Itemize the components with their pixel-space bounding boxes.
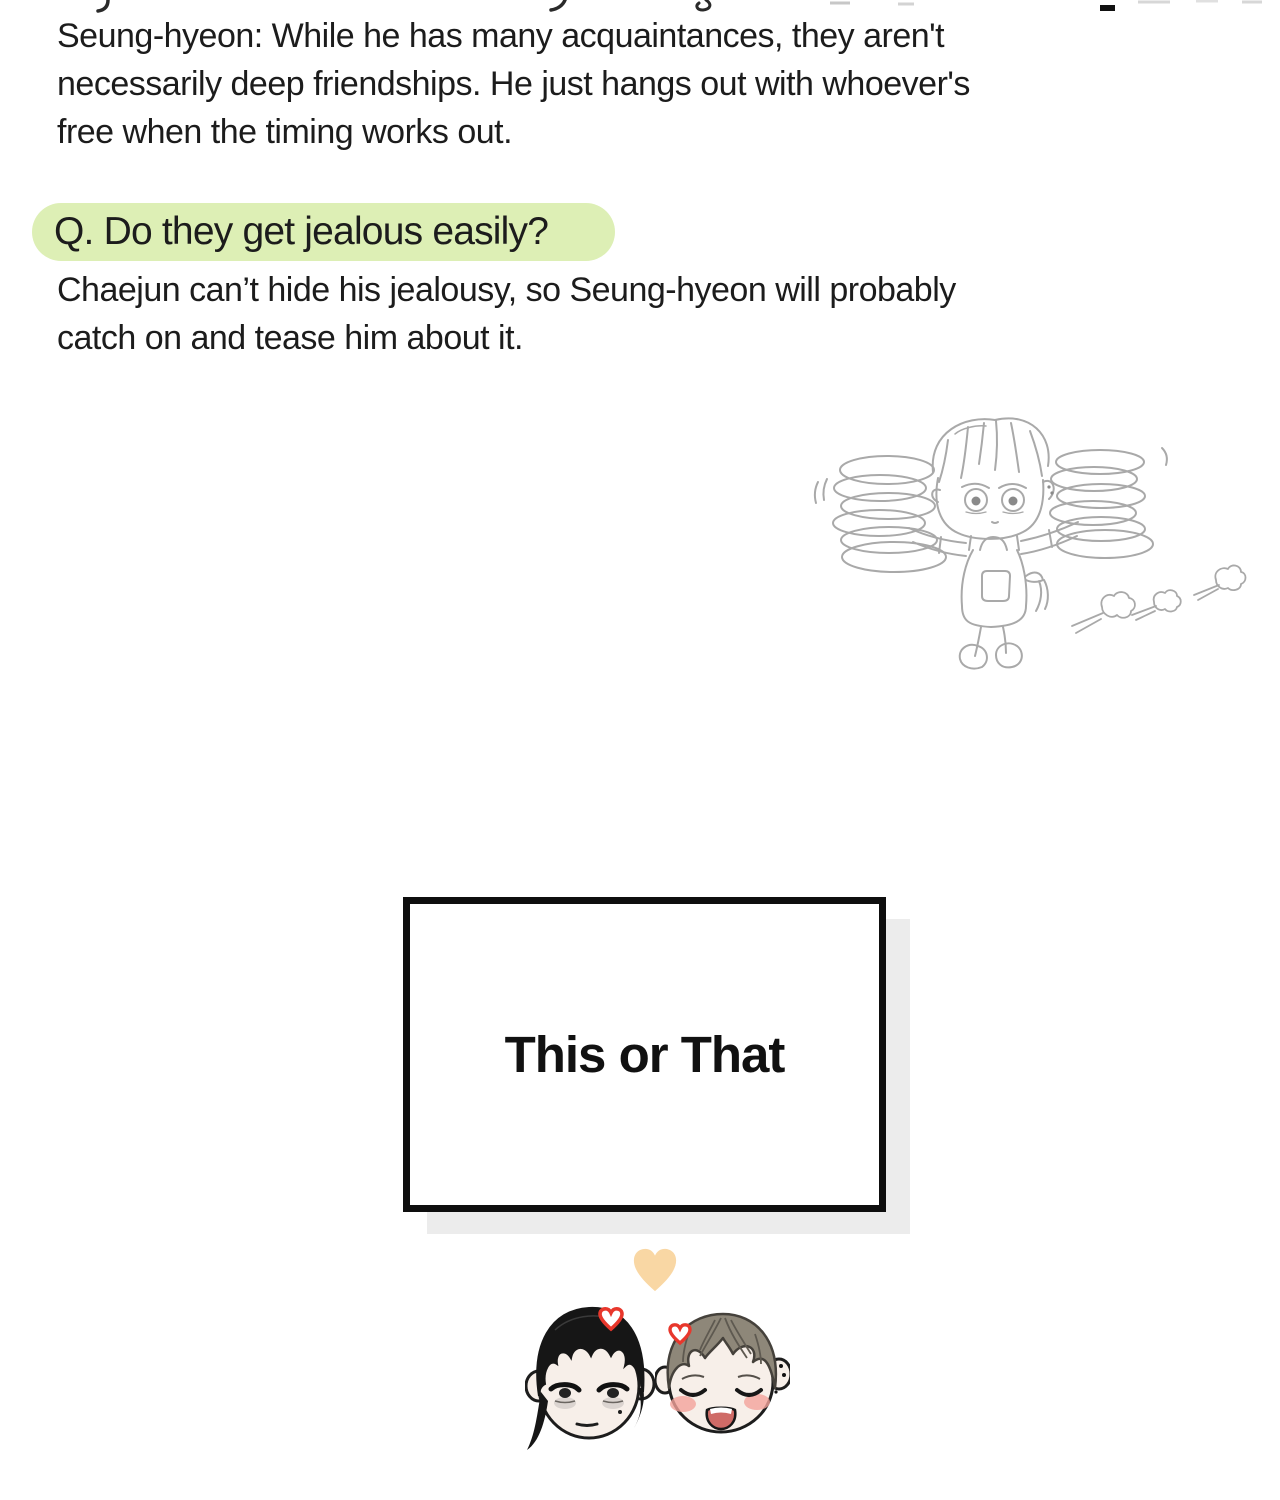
chibi-head-right [655, 1308, 790, 1440]
card-title: This or That [504, 1026, 785, 1083]
answer-seunghyeon [57, 12, 970, 156]
chibi-head-left [525, 1300, 655, 1460]
chibi-plates-sketch-illustration [790, 410, 1260, 680]
answer-line: Seung-hyeon: While he has many acquaintances, they aren't [57, 17, 945, 55]
answer-line: necessarily deep friendships. He just hangs out with whoever's [57, 65, 970, 103]
answer-line: catch on and tease him about it. [57, 319, 523, 357]
question-text: Q. Do they get jealous easily? [54, 210, 549, 253]
answer-line: Chaejun can’t hide his jealousy, so Seung-hyeon will probably [57, 271, 956, 309]
answer-chaejun [57, 266, 956, 362]
question-highlight [32, 203, 615, 261]
heart-icon [631, 1246, 679, 1296]
answer-line: free when the timing works out. [57, 113, 513, 151]
this-or-that-card [403, 897, 886, 1212]
